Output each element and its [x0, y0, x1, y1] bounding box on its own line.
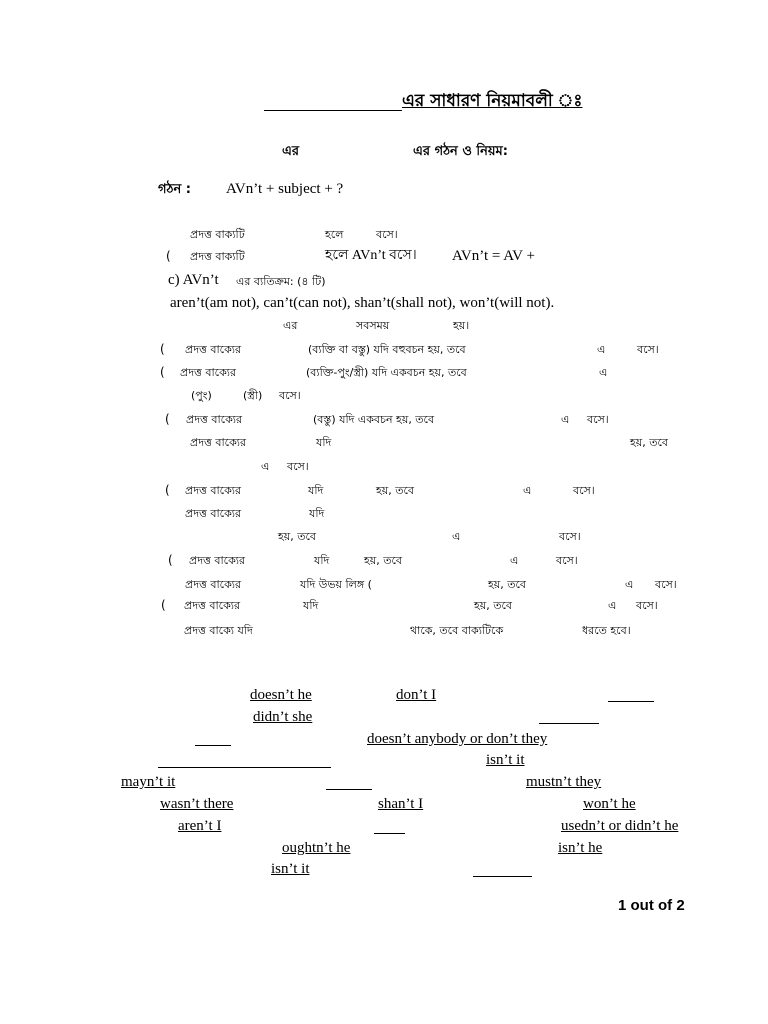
- rule7-c: (ব্যক্তি-পুং/স্ত্রী) যদি একবচন হয়, তবে: [306, 366, 467, 379]
- rule17-d: হয়, তবে: [474, 599, 513, 612]
- rule10-b: যদি: [316, 436, 332, 449]
- rule15-a: (: [168, 553, 173, 567]
- rule12-c: যদি: [308, 484, 324, 497]
- rule16-a: প্রদত্ত বাক্যের: [185, 578, 242, 591]
- rule8-b: (স্ত্রী): [243, 389, 263, 402]
- answer-blank: [326, 789, 372, 790]
- rule18-b: থাকে, তবে বাক্যটিকে: [410, 624, 504, 637]
- heading-part2: এর গঠন ও নিয়ম:: [413, 144, 508, 159]
- rule2-a: (: [166, 249, 171, 263]
- answer-blank: [608, 701, 654, 702]
- formation-formula: AVn’t + subject + ?: [226, 181, 344, 197]
- rule2-b: প্রদত্ত বাক্যটি: [190, 250, 245, 263]
- rule15-f: বসে।: [556, 554, 578, 567]
- answer-1: doesn’t he: [250, 687, 312, 703]
- rule14-c: বসে।: [559, 530, 581, 543]
- rule6-a: (: [160, 342, 165, 356]
- rule18-a: প্রদত্ত বাক্যে যদি: [184, 624, 253, 637]
- answer-3: didn’t she: [253, 709, 313, 725]
- page-title: এর সাধারণ নিয়মাবলী ঃ: [402, 91, 583, 111]
- answer-12: usedn’t or didn’t he: [561, 818, 679, 834]
- rule7-d: এ: [599, 366, 608, 379]
- rule8-c: বসে।: [279, 389, 301, 402]
- answer-2: don’t I: [396, 687, 437, 703]
- rule2-d: AVn’t = AV +: [452, 248, 535, 264]
- rule9-b: প্রদত্ত বাক্যের: [186, 413, 243, 426]
- rule18-c: ধরতে হবে।: [582, 624, 631, 637]
- rule16-b: যদি উভয় লিঙ্গ (: [300, 578, 372, 591]
- answer-blank: [539, 723, 599, 724]
- answer-10: won’t he: [583, 796, 636, 812]
- rule13-a: প্রদত্ত বাক্যের: [185, 507, 242, 520]
- rule16-e: বসে।: [655, 578, 677, 591]
- rule15-d: হয়, তবে: [364, 554, 403, 567]
- rule12-a: (: [165, 483, 170, 497]
- rule4: aren’t(am not), can’t(can not), shan’t(shall not), won’t(will not).: [170, 295, 555, 311]
- rule17-a: (: [161, 598, 166, 612]
- answer-6: mayn’t it: [121, 774, 176, 790]
- rule10-a: প্রদত্ত বাক্যের: [190, 436, 247, 449]
- rule11-b: বসে।: [287, 460, 309, 473]
- rule15-b: প্রদত্ত বাক্যের: [189, 554, 246, 567]
- rule5-b: সবসময়: [356, 319, 390, 332]
- rule1-c: বসে।: [376, 228, 398, 241]
- rule17-e: এ: [608, 599, 617, 612]
- rule3-a: c) AVn’t: [168, 272, 219, 288]
- answer-blank: [473, 876, 532, 877]
- rule6-d: এ: [597, 343, 606, 356]
- rule6-c: (ব্যক্তি বা বস্তু) যদি বহুবচন হয়, তবে: [308, 343, 466, 356]
- rule11-a: এ: [261, 460, 270, 473]
- rule7-a: (: [160, 365, 165, 379]
- answer-blank: [158, 767, 331, 768]
- rule17-f: বসে।: [636, 599, 658, 612]
- rule3-b: এর ব্যতিক্রম: (৪ টি): [236, 275, 326, 288]
- rule17-c: যদি: [303, 599, 319, 612]
- rule1-b: হলে: [325, 228, 344, 241]
- rule14-a: হয়, তবে: [278, 530, 317, 543]
- answer-blank: [195, 745, 231, 746]
- answer-5: isn’t it: [486, 752, 525, 768]
- page-number: 1 out of 2: [618, 897, 685, 914]
- answer-blank: [374, 833, 405, 834]
- rule9-a: (: [165, 412, 170, 426]
- rule12-b: প্রদত্ত বাক্যের: [185, 484, 242, 497]
- rule16-c: হয়, তবে: [488, 578, 527, 591]
- formation-label: গঠন :: [158, 182, 191, 197]
- rule9-c: (বস্তু) যদি একবচন হয়, তবে: [313, 413, 435, 426]
- rule13-b: যদি: [309, 507, 325, 520]
- rule6-e: বসে।: [637, 343, 659, 356]
- answer-11: aren’t I: [178, 818, 222, 834]
- rule15-e: এ: [510, 554, 519, 567]
- rule12-d: হয়, তবে: [376, 484, 415, 497]
- rule16-d: এ: [625, 578, 634, 591]
- rule14-b: এ: [452, 530, 461, 543]
- rule9-d: এ: [561, 413, 570, 426]
- rule17-b: প্রদত্ত বাক্যের: [184, 599, 241, 612]
- heading-part1: এর: [282, 144, 300, 159]
- answer-15: isn’t it: [271, 861, 310, 877]
- rule1-a: প্রদত্ত বাক্যটি: [190, 228, 245, 241]
- rule10-c: হয়, তবে: [630, 436, 669, 449]
- rule5-c: হয়।: [453, 319, 470, 332]
- rule6-b: প্রদত্ত বাক্যের: [185, 343, 242, 356]
- rule2-c: হলে AVn’t বসে।: [325, 248, 417, 263]
- rule12-f: বসে।: [573, 484, 595, 497]
- rule15-c: যদি: [314, 554, 330, 567]
- answer-7: mustn’t they: [526, 774, 602, 790]
- answer-9: shan’t I: [378, 796, 424, 812]
- title-blank: [264, 110, 402, 111]
- answer-14: isn’t he: [558, 840, 603, 856]
- answer-4: doesn’t anybody or don’t they: [367, 731, 548, 747]
- rule12-e: এ: [523, 484, 532, 497]
- rule7-b: প্রদত্ত বাক্যের: [180, 366, 237, 379]
- answer-8: wasn’t there: [160, 796, 234, 812]
- rule9-e: বসে।: [587, 413, 609, 426]
- answer-13: oughtn’t he: [282, 840, 351, 856]
- rule5-a: এর: [283, 319, 298, 332]
- rule8-a: (পুং): [191, 389, 212, 402]
